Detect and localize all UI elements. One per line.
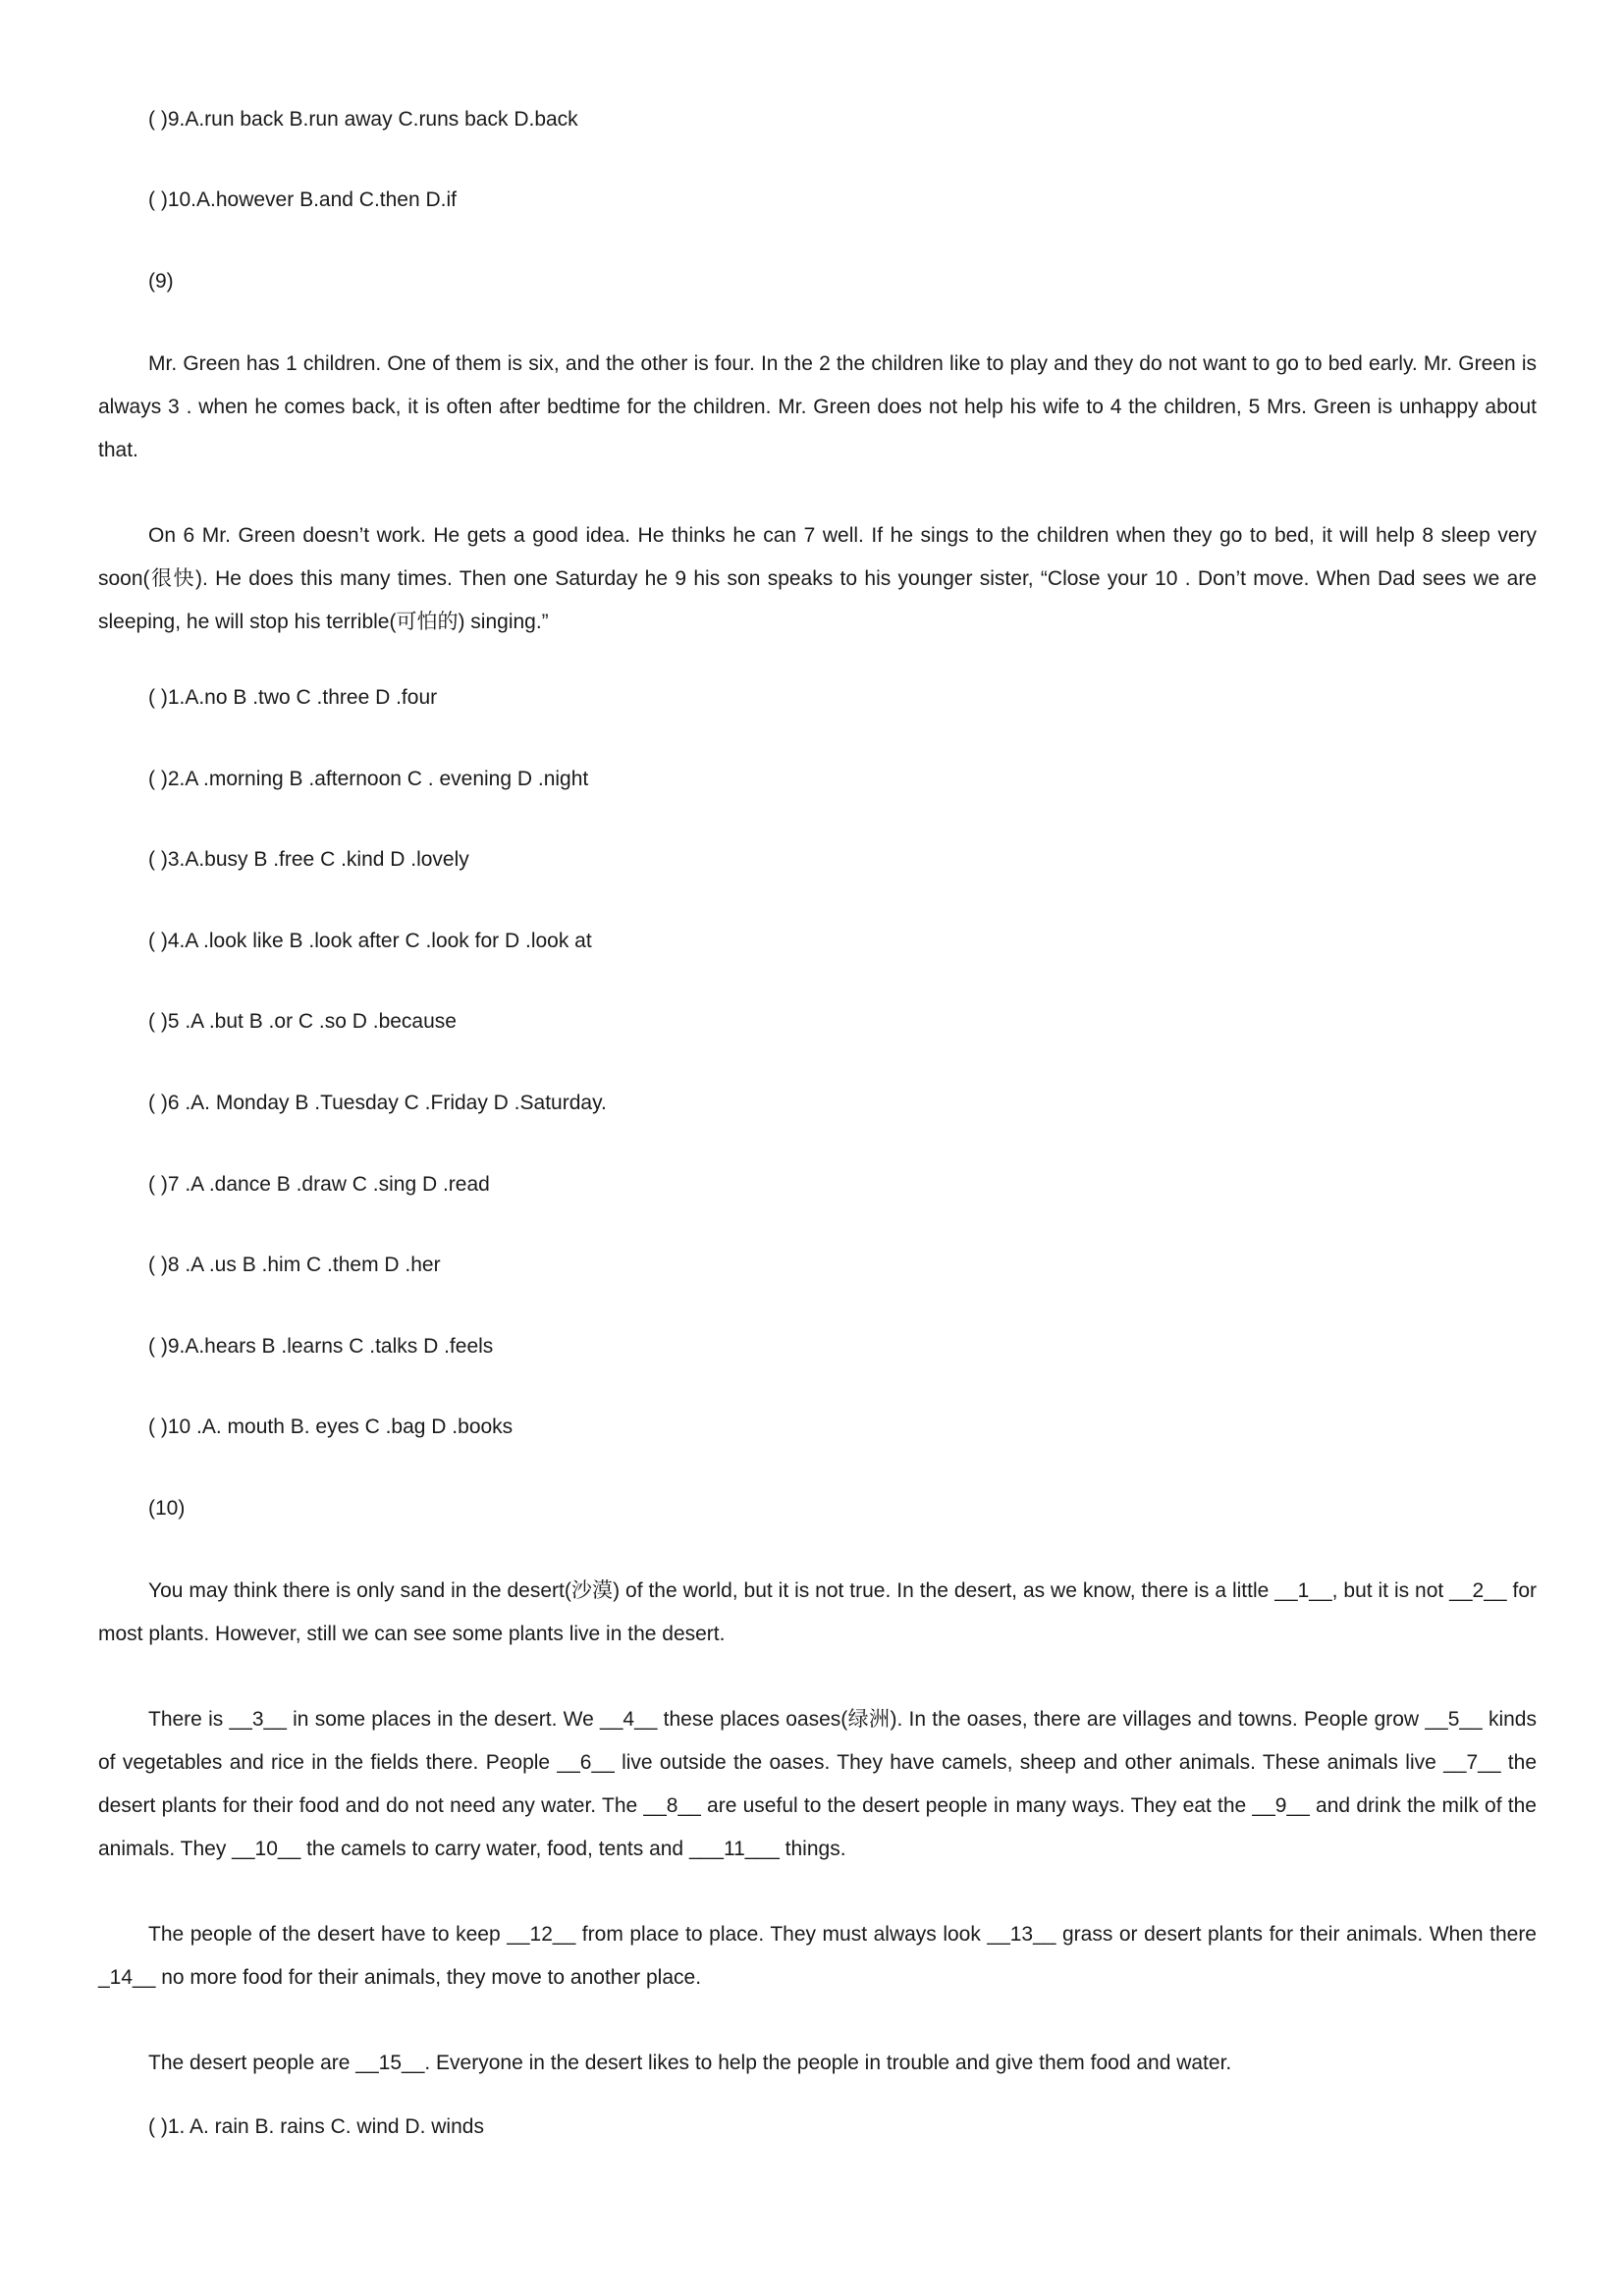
passage-10-paragraph-1: You may think there is only sand in the desert(沙漠) of the world, but it is not true. In the desert, as we know, there is a little __1__, but it is not __2__ for most plants. However, still we can see some plants live in the desert. (98, 1579, 1537, 1645)
passage-9-option-6: ( )6 .A. Monday B .Tuesday C .Friday D .Saturday. (148, 1092, 607, 1114)
question-9-options: ( )9.A.run back B.run away C.runs back D.back (148, 108, 578, 131)
passage-9-option-3: ( )3.A.busy B .free C .kind D .lovely (148, 848, 469, 871)
passage-10-paragraph-4: The desert people are __15__. Everyone in the desert likes to help the people in trouble and give them food and water. (148, 2052, 1232, 2074)
passage-9-option-7: ( )7 .A .dance B .draw C .sing D .read (148, 1173, 490, 1196)
passage-9-option-8: ( )8 .A .us B .him C .them D .her (148, 1254, 441, 1276)
section-label-9: (9) (148, 270, 174, 293)
passage-9-option-9: ( )9.A.hears B .learns C .talks D .feels (148, 1335, 494, 1358)
passage-9-option-1: ( )1.A.no B .two C .three D .four (148, 686, 438, 709)
question-10-options: ( )10.A.however B.and C.then D.if (148, 188, 457, 211)
passage-9-paragraph-1: Mr. Green has 1 children. One of them is six, and the other is four. In the 2 the children like to play and they do not want to go to bed early. Mr. Green is always 3 . when he comes back, it is often after bedtime for the children. Mr. Green does not help his wife to 4 the children, 5 Mrs. Green is unhappy about that. (98, 352, 1537, 461)
passage-9-paragraph-2: On 6 Mr. Green doesn’t work. He gets a good idea. He thinks he can 7 well. If he sings to the children when they go to bed, it will help 8 sleep very soon(很快). He does this many times. Then one Saturday he 9 his son speaks to his younger sister, “Close your 10 . Don’t move. When Dad sees we are sleeping, he will stop his terrible(可怕的) singing.” (98, 524, 1537, 633)
passage-9-option-4: ( )4.A .look like B .look after C .look for D .look at (148, 930, 592, 952)
passage-9-option-2: ( )2.A .morning B .afternoon C . evening D .night (148, 768, 589, 790)
passage-10-option-1: ( )1. A. rain B. rains C. wind D. winds (148, 2115, 484, 2138)
passage-10-paragraph-2: There is __3__ in some places in the desert. We __4__ these places oases(绿洲). In the oases, there are villages and towns. People grow __5__ kinds of vegetables and rice in the fields there. People __6__ live outside the oases. They have camels, sheep and other animals. These animals live __7__ the desert plants for their food and do not need any water. The __8__ are useful to the desert people in many ways. They eat the __9__ and drink the milk of the animals. They __10__ the camels to carry water, food, tents and ___11___ things. (98, 1708, 1537, 1860)
passage-10-paragraph-3: The people of the desert have to keep __12__ from place to place. They must always look __13__ grass or desert plants for their animals. When there _14__ no more food for their animals, they move to another place. (98, 1923, 1537, 1989)
section-label-10: (10) (148, 1497, 186, 1520)
passage-9-option-10: ( )10 .A. mouth B. eyes C .bag D .books (148, 1415, 514, 1438)
passage-9-option-5: ( )5 .A .but B .or C .so D .because (148, 1010, 457, 1033)
